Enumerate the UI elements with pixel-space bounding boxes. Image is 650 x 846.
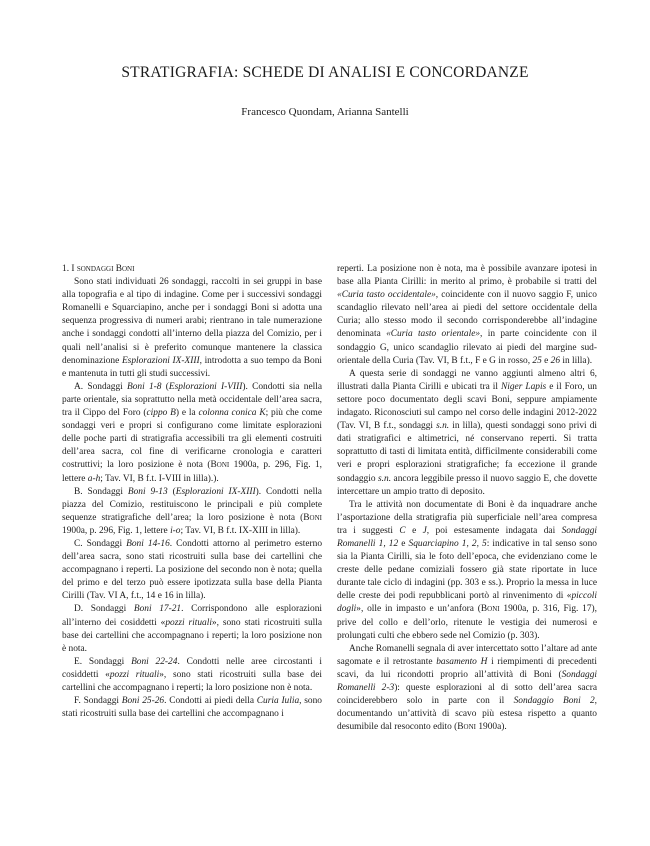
- paragraph-intro: Sono stati individuati 26 sondaggi, raccolti in sei gruppi in base alla topografia e al tipo di indagine. Come per i successivi sondaggi Romanelli e Squarciapino, anche per i sondaggi Boni si adotta una sequenza progressiva di numeri arabi; rientrano in tale numerazione anche i sondaggi condotti all’interno della piazza del Comizio, per i quali nell’analisi si è preferito comunque mantenere la classica denominazione Esplorazioni IX-XIII, introdotta a suo tempo da Boni e mantenuta in tutti gli studi successivi.: [62, 277, 322, 379]
- section-number: 1.: [62, 264, 70, 274]
- page-title: STRATIGRAFIA: SCHEDE DI ANALISI E CONCORDANZE: [121, 64, 529, 81]
- paragraph-group-c: C. Sondaggi Boni 14-16. Condotti attorno al perimetro esterno dell’area sacra, sono stati ricostruiti sulla base dei cartellini che accompagnano i reperti. La posizione del secondo non è nota; quella del primo e del terzo può essere ipotizzata sulla base della Pianta Cirilli (Tav. VI A, f.t., 14 e 16 in lilla).: [62, 538, 323, 602]
- paragraph-group-b: B. Sondaggi Boni 9-13 (Esplorazioni IX-XIII). Condotti nella piazza del Comizio, restituiscono le principali e più complete sequenze stratigrafiche dell’area; la loro posizione è nota (Boni 1900a, p. 296, Fig. 1, lettere i-o; Tav. VI, B f.t. IX-XIII in lilla).: [62, 486, 322, 536]
- left-column: [62, 263, 322, 721]
- right-column: [337, 263, 597, 734]
- authors-line: Francesco Quondam, Arianna Santelli: [241, 106, 409, 118]
- paragraph-group-e: E. Sondaggi Boni 22-24. Condotti nelle aree circostanti i cosiddetti «pozzi rituali», sono stati ricostruiti sulla base dei cartellini che accompagnano i reperti; la loro posizione non è nota.: [62, 656, 322, 693]
- paragraph-group-f-continued: reperti. La posizione non è nota, ma è possibile avanzare ipotesi in base alla Pianta Cirilli: in merito al primo, è probabile si tratti del «Curia tasto occidentale», coincidente con il nuovo saggio F, unico scandaglio rilevato nell’area ai piedi del settore occidentale della Curia; allo stesso modo il secondo corrisponderebbe all’indagine denominata «Curia tasto orientale», in parte coincidente con il sondaggio G, unico scandaglio rilevato ai piedi del margine sud-orientale della Curia (Tav. VI, B f.t., F e G in rosso, 25 e 26 in lilla).: [337, 264, 597, 366]
- paragraph-romanelli: Anche Romanelli segnala di aver intercettato sotto l’altare ad ante sagomate e il retrostante basamento H i riempimenti di precedenti scavi, da lui ricondotti proprio all’attività di Boni (Sondaggi Romanelli 2-3): queste esplorazioni al di sotto dell’area sacra coinciderebbero solo in parte con il Sondaggio Boni 2, documentando un’attività di scavo più estesa rispetto a quanto desumibile dal resoconto edito (Boni 1900a).: [337, 643, 597, 733]
- section-prefix: I: [71, 264, 75, 274]
- paragraph-group-d: D. Sondaggi Boni 17-21. Corrispondono alle esplorazioni all’interno dei cosiddetti «pozzi rituali», sono stati ricostruiti sulla base dei cartellini che accompagnano i reperti; la loro posizione non è nota.: [62, 604, 323, 654]
- section-heading: [62, 263, 322, 276]
- paragraph-undocumented-activities: Tra le attività non documentate di Boni è da inquadrare anche l’asportazione della stratigrafia più superficiale nell’area compresa tra i suggesti C e J, poi estesamente indagata dai Sondaggi Romanelli 1, 12 e Squarciapino 1, 2, 5: indicative in tal senso sono sia la Pianta Cirilli, sia le foto dell’epoca, che evidenziano come le creste delle pedane comiziali fossero già state riportate in luce durante tale ciclo di indagini (pp. 303 e ss.). Proprio la messa in luce delle creste dei podi repubblicani portò al rinvenimento di «piccoli dogli», olle in impasto e un’anfora (Boni 1900a, p. 316, Fig. 17), prive del collo e dell’orlo, ritenute le vestigia dei numerosi e prolungati culti che ebbero sede nel Comizio (p. 303).: [337, 499, 597, 641]
- paragraph-group-a: A. Sondaggi Boni 1-8 (Esplorazioni I-VIII). Condotti sia nella parte orientale, sia soprattutto nella metà occidentale dell’area sacra, tra il Cippo del Foro (cippo B) e la colonna conica K; più che come sondaggi veri e propri si configurano come limitate esplorazioni delle poche parti di stratigrafia accessibili tra gli elementi costruiti dell’area sacra, col fine di verificarne cronologia e caratteri costruttivi; la loro posizione è nota (Boni 1900a, p. 296, Fig. 1, lettere a-h; Tav. VI, B f.t. I-VIII in lilla).).: [62, 381, 323, 484]
- section-name: sondaggi Boni: [76, 264, 135, 274]
- paragraph-additional-soundings: A questa serie di sondaggi ne vanno aggiunti almeno altri 6, illustrati dalla Pianta Cirilli e ubicati tra il Niger Lapis e il Foro, un settore poco documentato degli scavi Boni, seppure ampiamente indagato. Riconosciuti sul campo nel corso delle indagini 2012-2022 (Tav. VI, B f.t., sondaggi s.n. in lilla), questi sondaggi sono privi di dati stratigrafici e altimetrici, né conservano reperti. Si tratta soprattutto di tasti di limitata entità, difficilmente considerabili come veri e propri esplorazioni stratigrafiche; fa eccezione il grande sondaggio s.n. ancora leggibile presso il nuovo saggio E, che dovette intercettare un ampio tratto di deposito.: [337, 368, 597, 497]
- paragraph-group-f: F. Sondaggi Boni 25-26. Condotti ai piedi della Curia Iulia, sono stati ricostruiti sulla base dei cartellini che accompagnano i: [62, 696, 322, 720]
